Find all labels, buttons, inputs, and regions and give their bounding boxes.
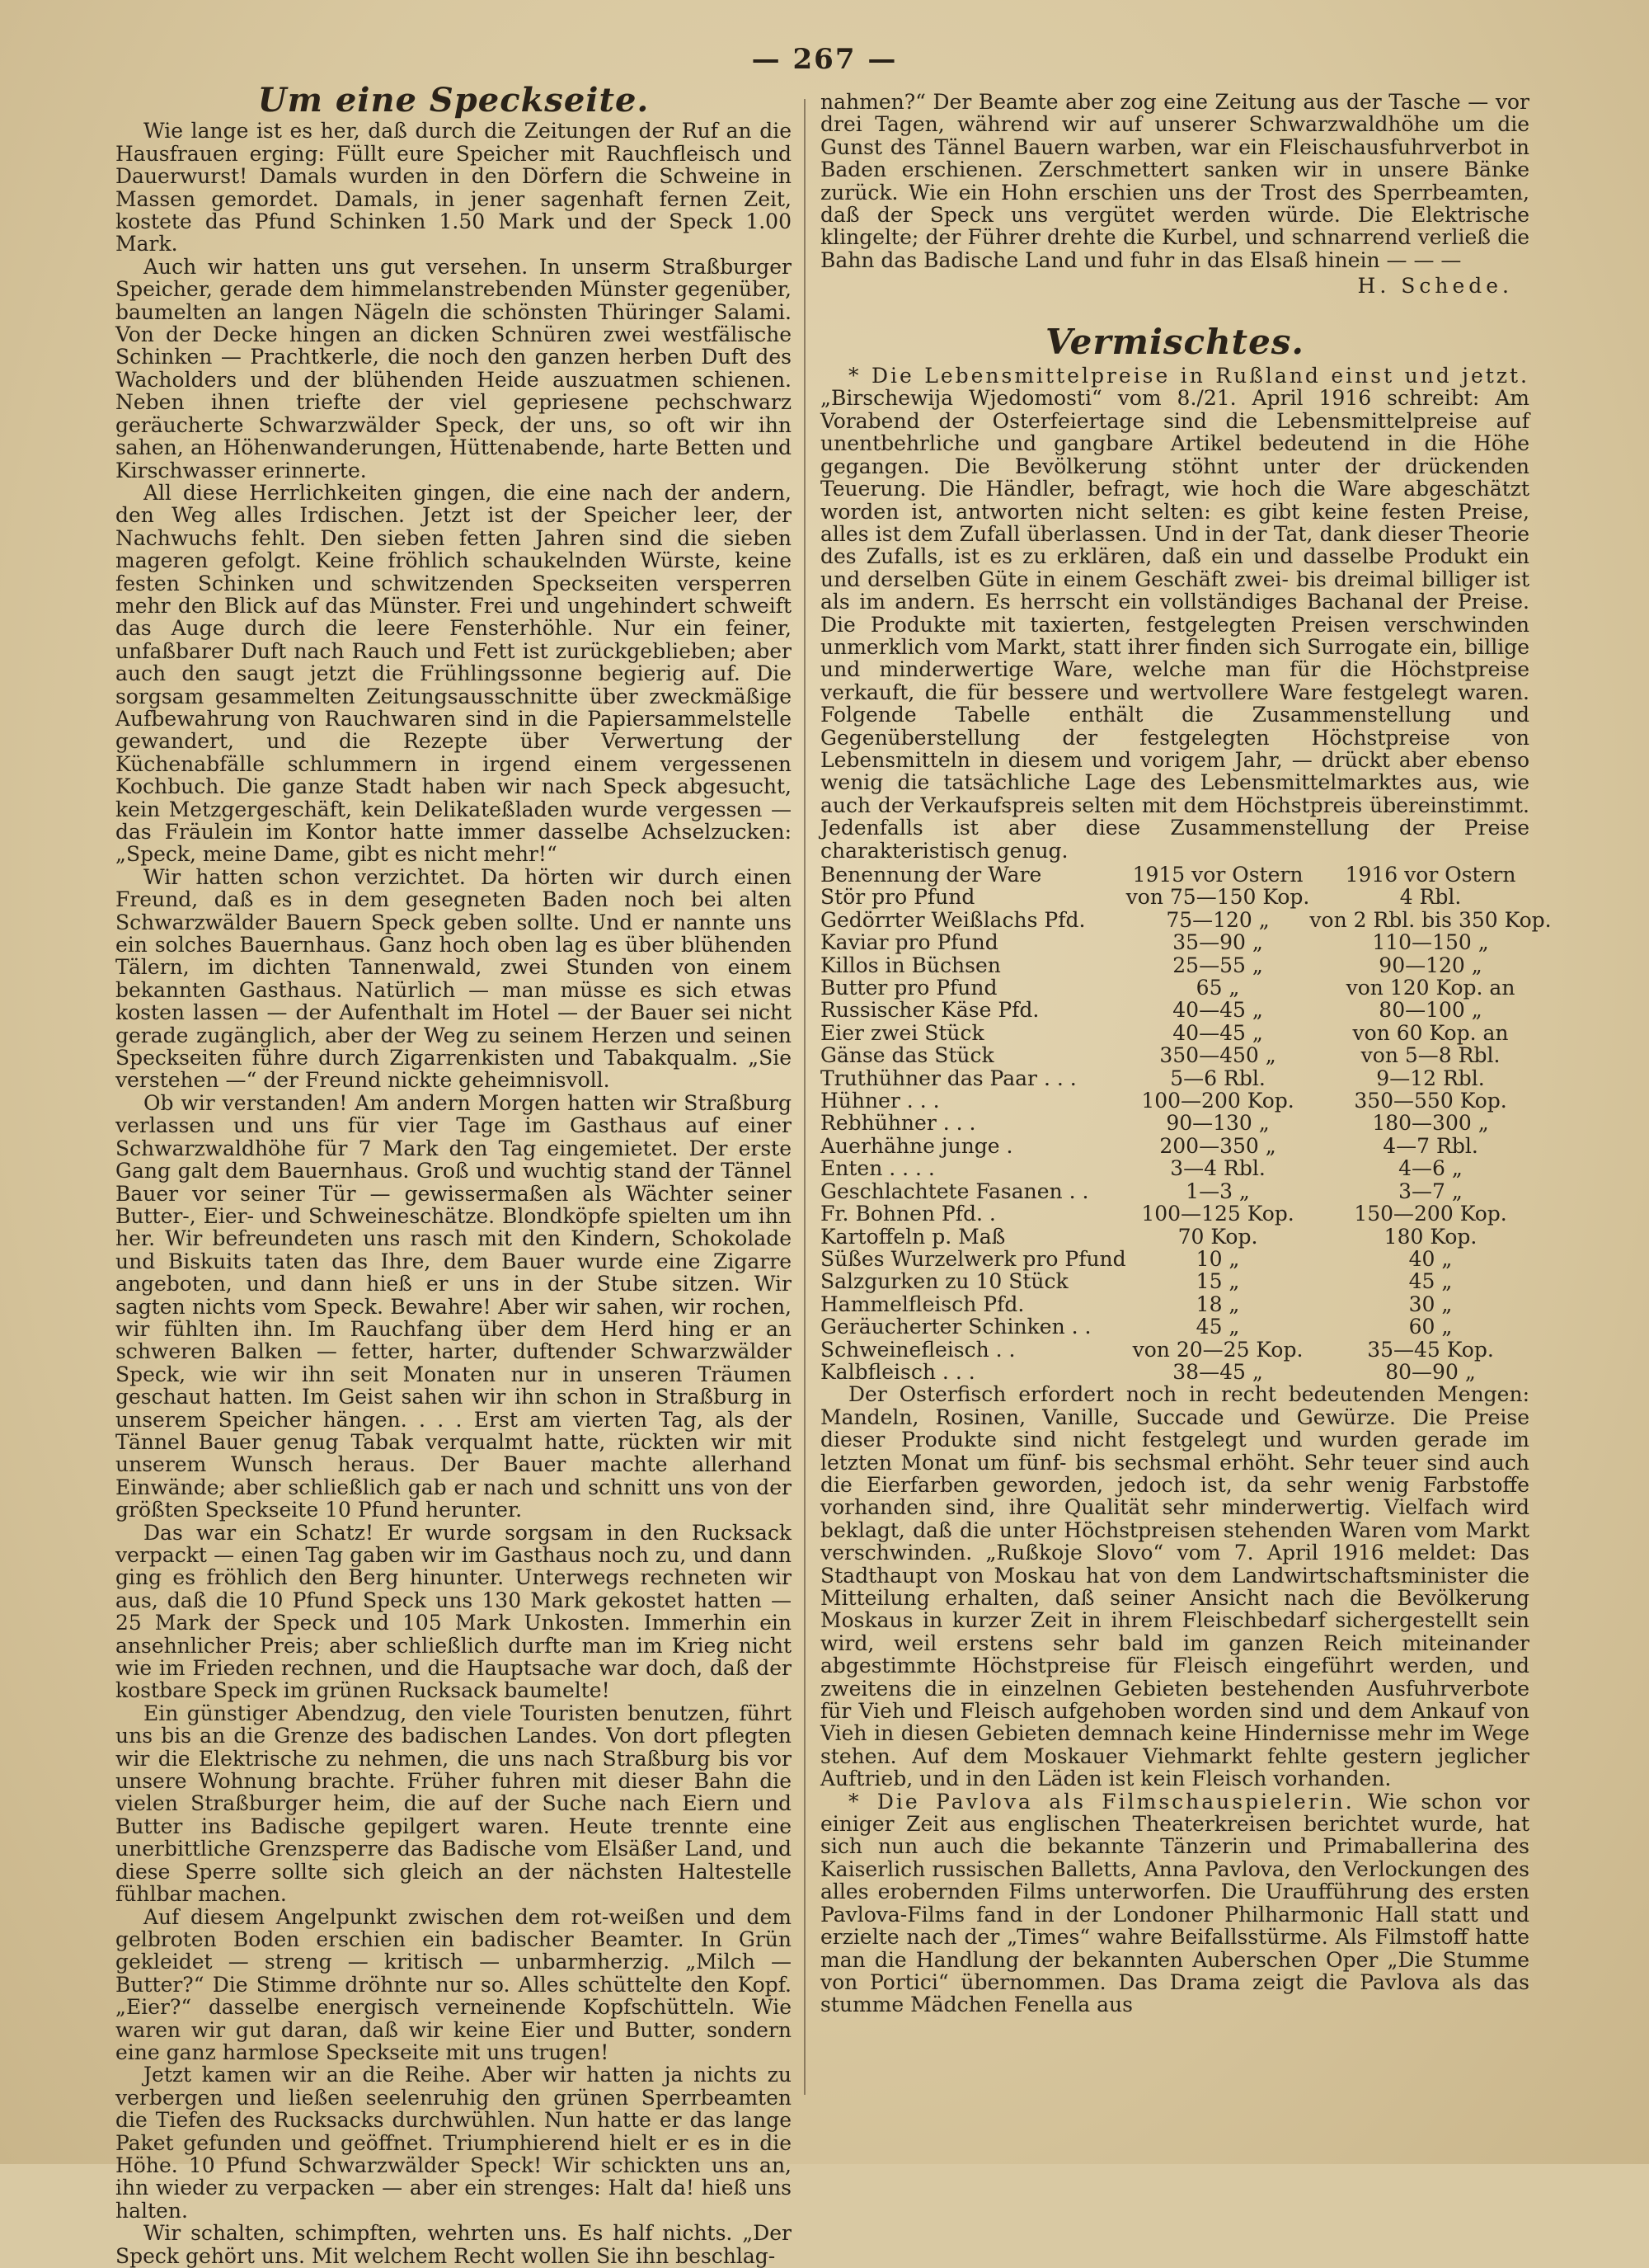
price-1915-cell: 35—90 „: [1172, 930, 1263, 955]
price-1915-cell: 10 „: [1196, 1246, 1240, 1271]
article-title: Um eine Speckseite.: [257, 81, 650, 120]
price-1916-cell: 90—120 „: [1379, 953, 1482, 977]
product-cell: Gedörrter Weißlachs Pfd.: [820, 907, 1086, 932]
price-1915-cell: 65 „: [1196, 976, 1240, 1000]
table-row: [820, 1044, 1552, 1066]
product-cell: Stör pro Pfund: [820, 885, 975, 910]
price-1916-cell: von 120 Kop. an: [1346, 976, 1515, 1000]
price-1915-cell: 25—55 „: [1172, 953, 1263, 977]
price-1916-cell: 9—12 Rbl.: [1376, 1066, 1485, 1090]
table-row: [820, 1135, 1552, 1157]
table-row: [820, 1293, 1552, 1315]
price-1915-cell: 350—450 „: [1159, 1043, 1276, 1068]
price-1916-cell: 3—7 „: [1398, 1179, 1463, 1203]
article-continuation: nahmen?“ Der Beamte aber zog eine Zeitung aus der Tasche — vor drei Tagen, während wir auf unserer Schwarzwaldhöhe um die Gunst des Tännel Bauern warben, war ein Fleischausfuhrverbot in Baden erschienen. Zerschmettert sanken wir in unsere Bänke zurück. Wie ein Hohn erschien uns der Trost des Sperrbeamten, daß der Speck uns vergütet werden würde. Die Elektrische klingelte; der Führer drehte die Kurbel, und schnarrend verließ die Bahn das Badische Land und fuhr in das Elsaß hinein — — —: [820, 90, 1529, 272]
price-1916-cell: 35—45 Kop.: [1367, 1337, 1494, 1362]
product-cell: Rebhühner . . .: [820, 1111, 976, 1136]
table-row: [820, 1361, 1552, 1383]
product-cell: Geräucherter Schinken . .: [820, 1315, 1092, 1339]
item-russia-prices: [820, 365, 1529, 862]
paragraph: Auf diesem Angelpunkt zwischen dem rot-weißen und dem gelbroten Boden erschien ein badischer Beamter. In Grün gekleidet — streng — kritisch — unbarmherzig. „Milch — Butter?“ Die Stimme dröhnte nur so. Alles schüttelte den Kopf. „Eier?“ dasselbe energisch verneinende Kopfschütteln. Wie waren wir gut daran, daß wir keine Eier und Butter, sondern eine ganz harmlose Speckseite mit uns trugen!: [115, 1904, 792, 2064]
price-1915-cell: 18 „: [1196, 1292, 1240, 1316]
table-row: [820, 1339, 1552, 1361]
table-row: [820, 999, 1552, 1021]
price-1916-cell: 40 „: [1408, 1246, 1453, 1271]
page-number: — 267 —: [751, 43, 898, 76]
price-1915-cell: 100—125 Kop.: [1141, 1202, 1294, 1226]
table-row: [820, 1315, 1552, 1338]
table-header: 1916 vor Ostern: [1345, 863, 1516, 887]
product-cell: Süßes Wurzelwerk pro Pfund: [820, 1246, 1126, 1271]
product-cell: Auerhähne junge .: [820, 1133, 1013, 1158]
table-row: [820, 931, 1552, 953]
price-1916-cell: 180 Kop.: [1384, 1224, 1478, 1249]
table-body: [820, 886, 1552, 1383]
paragraph: Ein günstiger Abendzug, den viele Touristen benutzen, führt uns bis an die Grenze des badischen Landes. Von dort pflegten wir die Elektrische zu nehmen, die uns nach Straßburg bis vor unsere Wohnung brachte. Früher fuhren mit dieser Bahn die vielen Straßburger heim, die auf der Suche nach Eiern und Butter ins Badische gepilgert waren. Heute trennte eine unerbittliche Grenzsperre das Badische vom Elsäßer Land, und diese Sperre sollte sich gleich an der nächsten Haltestelle fühlbar machen.: [115, 1701, 792, 1907]
item-text: „Birschewija Wjedomosti“ vom 8./21. April 1916 schreibt: Am Vorabend der Osterfeiertage sind die Lebensmittelpreise auf unentbehrliche und gangbare Artikel bedeutend in die Höhe gegangen. Die Bevölkerung stöhnt unter der drückenden Teuerung. Die Händler, befragt, wie hoch die Ware abgeschätzt worden ist, antworten nicht selten: es gibt keine festen Preise, alles ist dem Zufall überlassen. Und in der Tat, dank dieser Theorie des Zufalls, ist es zu erklären, daß ein und dasselbe Produkt ein und derselben Güte in einem Geschäft zwei- bis dreimal billiger ist als im andern. Es herrscht ein vollständiges Bachanal der Preise. Die Produkte mit taxierten, festgelegten Preisen verschwinden unmerklich vom Markt, statt ihrer finden sich Surrogate ein, billige und minderwertige Ware, welche man für die Höchstpreise verkauft, die für bessere und wertvollere Ware festgelegt waren. Folgende Tabelle enthält die Zusammenstellung und Gegenüberstellung der festgelegten Höchstpreise von Lebensmitteln in diesem und vorigem Jahr, — drückt aber ebenso wenig die tatsächliche Lage des Lebensmittelmarktes aus, wie auch der Verkaufspreis selten mit dem Höchstpreis übereinstimmt. Jedenfalls ist aber diese Zusammenstellung der Preise charakteristisch genug.: [820, 386, 1529, 863]
product-cell: Hammelfleisch Pfd.: [820, 1292, 1025, 1316]
price-1915-cell: 100—200 Kop.: [1141, 1089, 1294, 1113]
price-1916-cell: 80—90 „: [1385, 1359, 1476, 1384]
price-1916-cell: 4—7 Rbl.: [1383, 1133, 1478, 1158]
item-osterfisch: Der Osterfisch erfordert noch in recht bedeutenden Mengen: Mandeln, Rosinen, Vanille, Succade und Gewürze. Die Preise dieser Produkte sind nicht festgelegt und wurden gerade im letzten Monat um fünf- bis sechsmal erhöht. Sehr teuer sind auch die Eierfarben geworden, jedoch ist, da sehr wenig Farbstoffe vorhanden sind, ihre Qualität sehr minderwertig. Vielfach wird beklagt, daß die unter Höchstpreisen stehenden Waren vom Markt verschwinden. „Rußkoje Slovo“ vom 7. April 1916 meldet: Das Stadthaupt von Moskau hat von dem Landwirtschaftsminister die Mitteilung erhalten, daß seiner Ansicht nach die Bevölkerung Moskaus in kurzer Zeit in ihrem Fleischbedarf sichergestellt sein wird, weil erstens sehr bald im ganzen Reich miteinander abgestimmte Höchstpreise für Fleisch eingeführt werden, und zweitens die in einzelnen Gebieten bestehenden Ausfuhrverbote für Vieh und Fleisch aufgehoben worden sind und dem Ankauf von Vieh in diesen Gebieten demnach keine Hindernisse mehr im Wege stehen. Auf dem Moskauer Viehmarkt fehlte gestern jeglicher Auftrieb, und in den Läden ist kein Fleisch vorhanden.: [820, 1382, 1529, 1791]
table-row: [820, 1202, 1552, 1225]
price-1916-cell: 4 Rbl.: [1399, 885, 1462, 910]
price-1915-cell: von 75—150 Kop.: [1125, 885, 1310, 910]
product-cell: Kalbfleisch . . .: [820, 1359, 975, 1384]
table-row: [820, 1157, 1552, 1179]
product-cell: Gänse das Stück: [820, 1043, 994, 1068]
table-header-row: [820, 863, 1552, 886]
price-1915-cell: 200—350 „: [1159, 1133, 1276, 1158]
price-1915-cell: 3—4 Rbl.: [1170, 1156, 1266, 1181]
price-1915-cell: 15 „: [1196, 1269, 1240, 1294]
table-row: [820, 1270, 1552, 1292]
price-1915-cell: 5—6 Rbl.: [1170, 1066, 1266, 1090]
product-cell: Truthühner das Paar . . .: [820, 1066, 1077, 1090]
price-1916-cell: 60 „: [1408, 1315, 1453, 1339]
price-1915-cell: 45 „: [1196, 1315, 1240, 1339]
product-cell: Geschlachtete Fasanen . .: [820, 1179, 1089, 1203]
price-1916-cell: von 5—8 Rbl.: [1360, 1043, 1501, 1068]
table-row: [820, 1067, 1552, 1089]
paragraph: Jetzt kamen wir an die Reihe. Aber wir hatten ja nichts zu verbergen und ließen seelenruhig den grünen Sperrbeamten die Tiefen des Rucksacks durchwühlen. Nun hatte er das lange Paket gefunden und geöffnet. Triumphierend hielt er es in die Höhe. 10 Pfund Schwarzwälder Speck! Wir schickten uns an, ihn wieder zu verpacken — aber ein strenges: Halt da! hieß uns halten.: [115, 2063, 792, 2223]
item-text: Wie schon vor einiger Zeit aus englischen Theaterkreisen berichtet wurde, hat sich nun auch die bekannte Tänzerin und Primaballerina des Kaiserlich russischen Balletts, Anna Pavlova, den Verlockungen des alles erobernden Films unterworfen. Die Uraufführung des ersten Pavlova-Films fand in der Londoner Philharmonic Hall statt und erzielte nach der „Times“ wahre Beifallsstürme. Als Filmstoff hatte man die Handlung der bekannten Auberschen Oper „Die Stumme von Portici“ übernommen. Das Drama zeigt die Pavlova als das stumme Mädchen Fenella aus: [820, 1789, 1529, 2017]
product-cell: Kartoffeln p. Maß: [820, 1224, 1006, 1249]
table-row: [820, 1022, 1552, 1044]
price-1916-cell: von 60 Kop. an: [1352, 1020, 1509, 1045]
price-table: [820, 863, 1552, 1383]
price-1915-cell: 90—130 „: [1166, 1111, 1270, 1136]
product-cell: Enten . . . .: [820, 1156, 935, 1181]
paragraph: Wir schalten, schimpften, wehrten uns. Es half nichts. „Der Speck gehört uns. Mit welchem Recht wollen Sie ihn beschlag-: [115, 2221, 792, 2268]
table-row: [820, 909, 1552, 931]
author-signature: H. Schede.: [1357, 274, 1513, 299]
paragraph: Auch wir hatten uns gut versehen. In unserm Straßburger Speicher, gerade dem himmelanstrebenden Münster gegenüber, baumelten an langen Nägeln die schönsten Thüringer Salami. Von der Decke hingen an dicken Schnüren zwei westfälische Schinken — Prachtkerle, die noch den ganzen herben Duft des Wacholders und der blühenden Heide auszuatmen schienen. Neben ihnen triefte der viel gepriesene pechschwarz geräucherte Schwarzwälder Speck, der uns, so oft wir ihn sahen, an Höhenwanderungen, Hüttenabende, harte Betten und Kirschwasser erinnerte.: [115, 254, 792, 482]
price-1915-cell: 40—45 „: [1172, 1020, 1263, 1045]
product-cell: Killos in Büchsen: [820, 953, 1001, 977]
table-row: [820, 1180, 1552, 1202]
product-cell: Kaviar pro Pfund: [820, 930, 998, 955]
price-1916-cell: 180—300 „: [1372, 1111, 1489, 1136]
table-row: [820, 1112, 1552, 1134]
price-1916-cell: 350—550 Kop.: [1354, 1089, 1507, 1113]
table-row: [820, 886, 1552, 908]
paragraph: All diese Herrlichkeiten gingen, die eine nach der andern, den Weg alles Irdischen. Jetzt ist der Speicher leer, der Nachwuchs fehlt. Den sieben fetten Jahren sind die sieben mageren gefolgt. Keine fröhlich schaukelnden Würste, keine festen Schinken und schwitzenden Speckseiten versperren mehr den Blick auf das Münster. Frei und ungehindert schweift das Auge durch die leere Fensterhöhle. Nur ein feiner, unfaßbarer Duft nach Rauch und Fett ist zurückgeblieben; aber auch den saugt jetzt die Frühlingssonne begierig auf. Die sorgsam gesammelten Zeitungsausschnitte über zweckmäßige Aufbewahrung von Rauchwaren sind in die Papiersammelstelle gewandert, und die Rezepte über Verwertung der Küchenabfälle schlummern in irgend einem vergessenen Kochbuch. Die ganze Stadt haben wir nach Speck abgesucht, kein Metzgergeschäft, kein Delikateßladen wurde vergessen — das Fräulein im Kontor hatte immer dasselbe Achselzucken: „Speck, meine Dame, gibt es nicht mehr!“: [115, 480, 792, 867]
paragraph: Das war ein Schatz! Er wurde sorgsam in den Rucksack verpackt — einen Tag gaben wir im Gasthaus noch zu, und dann ging es fröhlich den Berg hinunter. Unterwegs rechneten wir aus, daß die 10 Pfund Speck uns 130 Mark gekostet hatten — 25 Mark der Speck und 105 Mark Unkosten. Immerhin ein ansehnlicher Preis; aber schließlich durfte man im Krieg nicht wie im Frieden rechnen, und die Hauptsache war doch, daß der kostbare Speck im grünen Rucksack baumelte!: [115, 1520, 792, 1703]
price-1916-cell: 30 „: [1408, 1292, 1453, 1316]
article-body: [115, 120, 792, 2267]
price-1915-cell: 70 Kop.: [1177, 1224, 1258, 1249]
table-row: [820, 1089, 1552, 1112]
product-cell: Butter pro Pfund: [820, 976, 998, 1000]
price-1916-cell: von 2 Rbl. bis 350 Kop.: [1309, 907, 1552, 932]
price-1915-cell: 75—120 „: [1166, 907, 1270, 932]
price-1916-cell: 110—150 „: [1372, 930, 1489, 955]
price-1915-cell: 1—3 „: [1186, 1179, 1250, 1203]
item-pavlova: [820, 1790, 1529, 2016]
product-cell: Russischer Käse Pfd.: [820, 998, 1040, 1023]
price-1916-cell: 4—6 „: [1398, 1156, 1463, 1181]
right-column: [820, 90, 1552, 2017]
product-cell: Salzgurken zu 10 Stück: [820, 1269, 1069, 1294]
product-cell: Fr. Bohnen Pfd. .: [820, 1202, 996, 1226]
item-lead: * Die Pavlova als Filmschauspielerin.: [848, 1789, 1355, 1814]
table-header: Benennung der Ware: [820, 863, 1042, 887]
paragraph: Wie lange ist es her, daß durch die Zeitungen der Ruf an die Hausfrauen erging: Füllt eure Speicher mit Rauchfleisch und Dauerwurst! Damals wurden in den Dörfern die Schweine in Massen gemordet. Damals, in jener sagenhaft fernen Zeit, kostete das Pfund Schinken 1.50 Mark und der Speck 1.00 Mark.: [115, 119, 792, 256]
price-1915-cell: 40—45 „: [1172, 998, 1263, 1023]
product-cell: Schweinefleisch . .: [820, 1337, 1016, 1362]
table-row: [820, 1226, 1552, 1248]
table-header: 1915 vor Ostern: [1132, 863, 1304, 887]
price-1915-cell: von 20—25 Kop.: [1132, 1337, 1304, 1362]
price-1916-cell: 80—100 „: [1379, 998, 1482, 1023]
column-divider: [804, 99, 806, 2095]
table-row: [820, 954, 1552, 976]
item-lead: * Die Lebensmittelpreise in Rußland einst und jetzt.: [848, 364, 1529, 388]
table-row: [820, 1248, 1552, 1270]
paragraph: Wir hatten schon verzichtet. Da hörten wir durch einen Freund, daß es in dem gesegneten Baden noch bei alten Schwarzwälder Bauern Speck geben sollte. Und er nannte uns ein solches Bauernhaus. Ganz hoch oben lag es über blühenden Tälern, im dichten Tannenwald, zwei Stunden von einem bekannten Gasthaus. Natürlich — man müsse es sich etwas kosten lassen — der Aufenthalt im Hotel — der Bauer sei nicht gerade zugänglich, aber der Weg zu seinem Herzen und seinen Speckseiten führe durch Zigarrenkisten und Tabakqualm. „Sie verstehen —“ der Freund nickte geheimnisvoll.: [115, 864, 792, 1093]
paragraph: Ob wir verstanden! Am andern Morgen hatten wir Straßburg verlassen und uns für vier Tage im Gasthaus auf einer Schwarzwaldhöhe für 7 Mark den Tag eingemietet. Der erste Gang galt dem Bauernhaus. Groß und wuchtig stand der Tännel Bauer vor seiner Tür — gewissermaßen als Wächter seiner Butter-, Eier- und Schweineschätze. Blondköpfe spielten um ihn her. Wir befreundeten uns rasch mit den Kindern, Schokolade und Biskuits taten das Ihre, dem Bauer wurde eine Zigarre angeboten, und dann hieß er uns in der Stube sitzen. Wir sagten nichts vom Speck. Bewahre! Aber wir sahen, wir rochen, wir fühlten ihn. Im Rauchfang über dem Herd hing er an schweren Balken — fetter, harter, duftender Schwarzwälder Speck, wie wir ihn seit Monaten nur in unseren Träumen geschaut hatten. Im Geist sahen wir ihn schon in Straßburg in unserem Speicher hängen. . . . Erst am vierten Tag, als der Tännel Bauer genug Tabak verqualmt hatte, rückten wir mit unserem Wunsch heraus. Der Bauer machte allerhand Einwände; aber schließlich gab er nach und schnitt uns von der größten Speckseite 10 Pfund herunter.: [115, 1090, 792, 1522]
price-1915-cell: 38—45 „: [1172, 1359, 1263, 1384]
left-column: [115, 81, 792, 2268]
product-cell: Hühner . . .: [820, 1089, 940, 1113]
section-title: Vermischtes.: [1045, 321, 1305, 362]
price-1916-cell: 150—200 Kop.: [1354, 1202, 1507, 1226]
product-cell: Eier zwei Stück: [820, 1020, 984, 1045]
price-1916-cell: 45 „: [1408, 1269, 1453, 1294]
table-row: [820, 976, 1552, 999]
